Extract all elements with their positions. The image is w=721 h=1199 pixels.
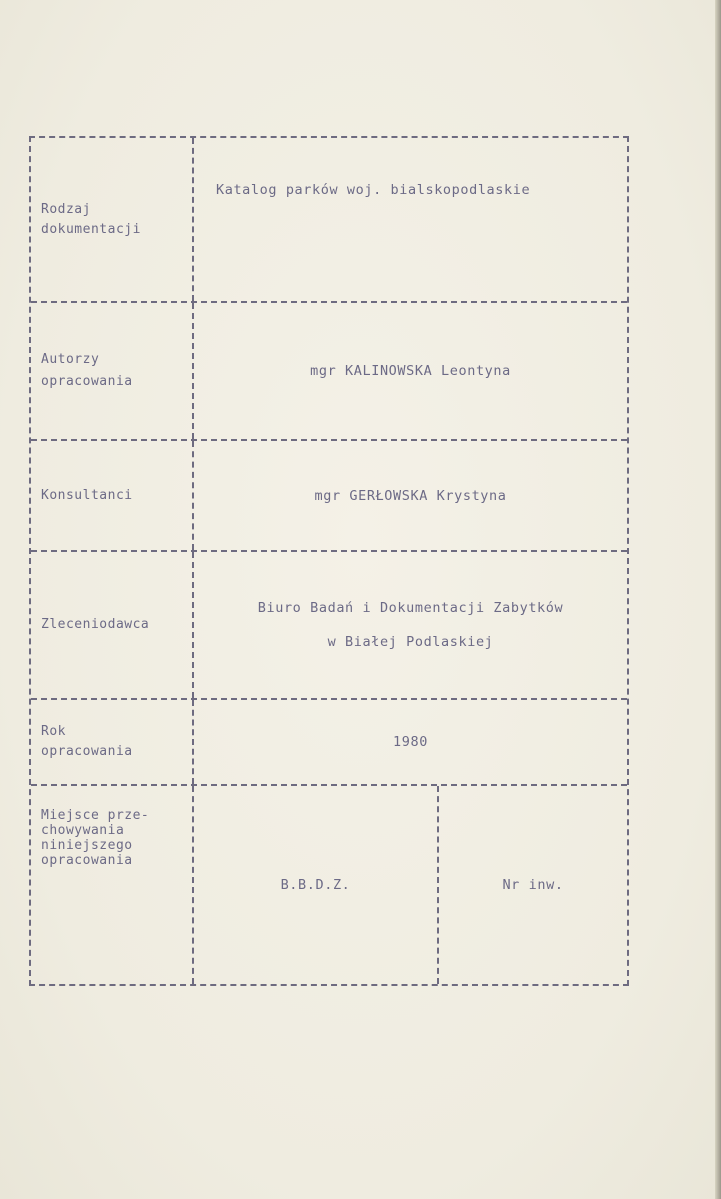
value-storage-location: B.B.D.Z.: [194, 786, 439, 984]
page-edge: [715, 0, 721, 1199]
metadata-form: [29, 136, 629, 986]
row-storage-location: [31, 786, 627, 984]
row-authors: [31, 303, 627, 441]
row-commissioner: [31, 552, 627, 700]
label-year: Rok opracowania: [31, 700, 194, 784]
label-authors: Autorzy opracowania: [31, 303, 194, 439]
label-commissioner: Zleceniodawca: [31, 552, 194, 698]
value-document-type: Katalog parków woj. bialskopodlaskie: [216, 182, 531, 198]
value-commissioner-line2: w Białej Podlaskiej: [327, 634, 494, 650]
value-commissioner-line1: Biuro Badań i Dokumentacji Zabytków: [257, 600, 564, 616]
label-document-type: Rodzaj dokumentacji: [31, 138, 194, 301]
label-storage-location: Miejsce prze- chowywania niniejszego opracowania: [31, 786, 194, 984]
value-authors: mgr KALINOWSKA Leontyna: [310, 363, 511, 379]
value-commissioner: [194, 552, 627, 698]
row-consultants: [31, 441, 627, 552]
row-year: [31, 700, 627, 786]
value-inventory-number: Nr inw.: [502, 877, 564, 893]
row-document-type: [31, 138, 627, 303]
value-year: 1980: [393, 734, 428, 750]
label-consultants: Konsultanci: [31, 441, 194, 550]
storage-split: [194, 786, 627, 984]
value-consultants: mgr GERŁOWSKA Krystyna: [314, 487, 507, 504]
